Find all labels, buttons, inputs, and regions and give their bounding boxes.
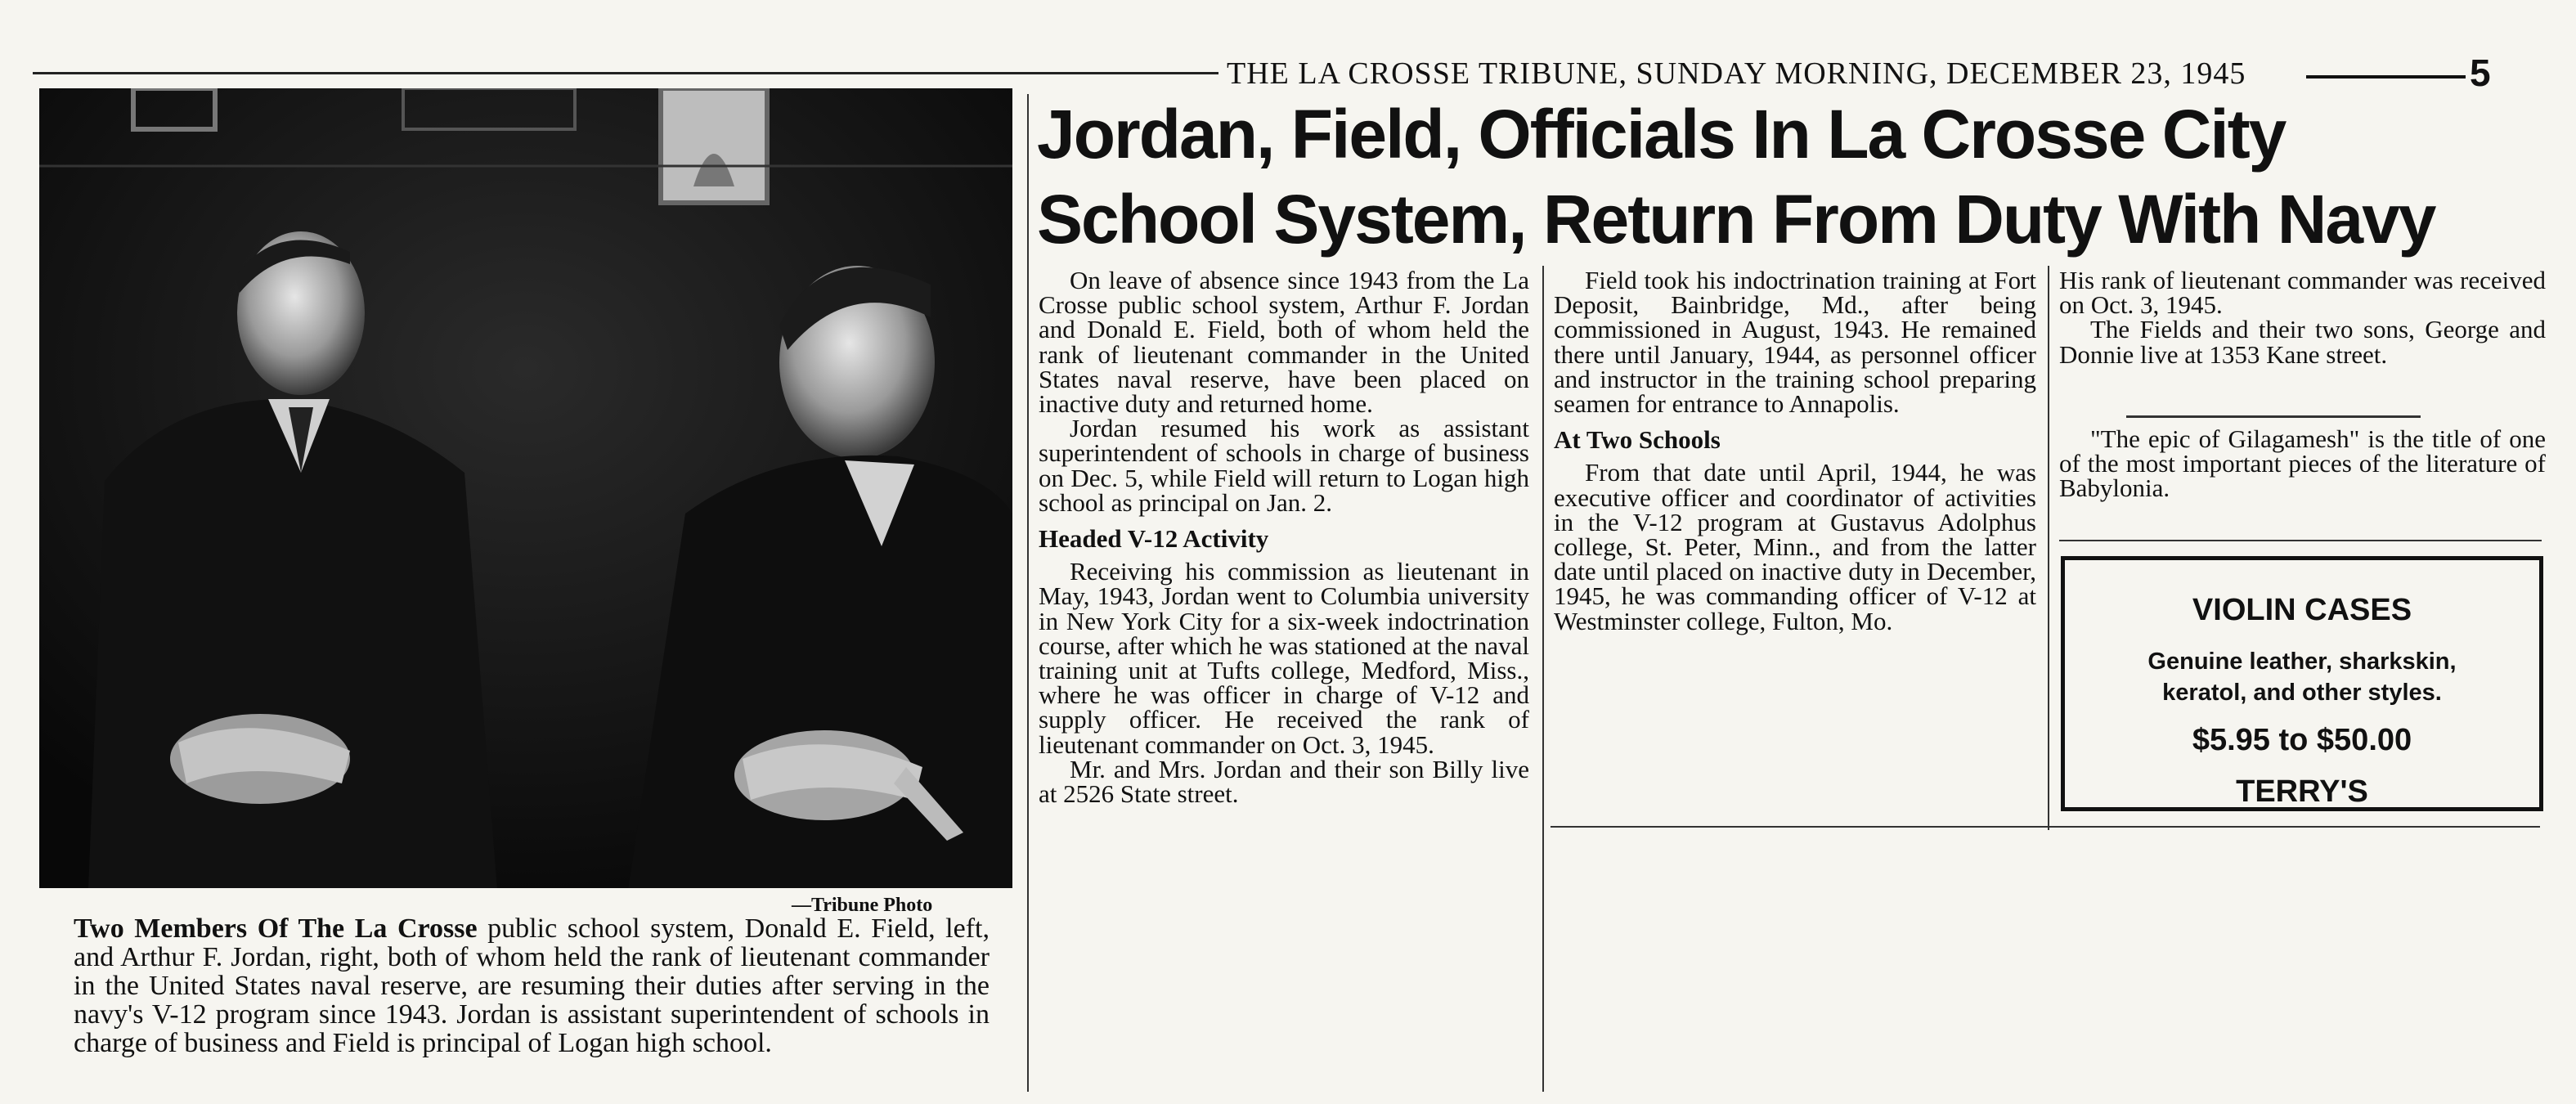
subhead: Headed V-12 Activity — [1039, 524, 1269, 554]
paragraph: Receiving his commission as lieutenant in May, 1943, Jordan went to Columbia university in New York City for a six-week indoctrination course, after which he was stationed at the naval training unit at Tufts college, Medford, Miss., where he was officer in charge of V-12 and supply officer. He received the rank of lieutenant commander on Oct. 3, 1945. — [1039, 557, 1529, 759]
ad-price: $5.95 to $50.00 — [2192, 723, 2412, 757]
column-rule — [2048, 266, 2049, 830]
divider-rule — [2126, 415, 2421, 418]
ad-line-2: keratol, and other styles. — [2162, 680, 2442, 706]
paragraph: Mr. and Mrs. Jordan and their son Billy live at 2526 State street. — [1039, 754, 1529, 809]
masthead-rule — [33, 72, 1218, 74]
photo-caption — [74, 914, 990, 1057]
paragraph: From that date until April, 1944, he was executive officer and coordinator of activities in the V-12 program at Gustavus Adolphus college, St. Peter, Minn., and from the latter date until placed on inactive duty in December, 1945, he was commanding officer of V-12 at Westminster college, Fulton, Mo. — [1554, 458, 2036, 635]
headline-line-2: School System, Return From Duty With Navy — [1037, 181, 2435, 258]
violin-cases-ad — [2061, 556, 2543, 811]
ad-line-1: Genuine leather, sharkskin, — [2147, 648, 2457, 675]
paragraph: Field took his indoctrination training at Fort Deposit, Bainbridge, Md., after being commissioned in August, 1943. He remained there until January, 1944, as personnel officer and instructor in the training school preparing seamen for entrance to Annapolis. — [1554, 266, 2036, 419]
subhead: At Two Schools — [1554, 425, 1721, 455]
ad-brand: TERRY'S — [2236, 774, 2368, 809]
paragraph: Jordan resumed his work as assistant superintendent of schools in charge of business on Dec. 5, while Field will return to Logan high school as principal on Jan. 2. — [1039, 414, 1529, 517]
column-rule — [1027, 94, 1029, 1092]
photo-credit: —Tribune Photo — [792, 895, 933, 916]
headline-line-1: Jordan, Field, Officials In La Crosse City — [1037, 96, 2286, 173]
page-number: 5 — [2470, 52, 2491, 94]
ad-rule — [2059, 540, 2542, 541]
masthead: THE LA CROSSE TRIBUNE, SUNDAY MORNING, DECEMBER 23, 1945 — [1227, 56, 2246, 91]
paragraph: The Fields and their two sons, George and Donnie live at 1353 Kane street. — [2059, 315, 2546, 369]
filler-item — [2059, 424, 2546, 503]
paragraph: His rank of lieutenant commander was received on Oct. 3, 1945. — [2059, 266, 2546, 320]
photo-image — [39, 88, 1012, 888]
article-column-2 — [1554, 268, 2036, 634]
masthead-rule-right — [2306, 75, 2466, 79]
article-column-1 — [1039, 266, 1529, 809]
caption-lead: Two Members Of The La Crosse — [74, 913, 478, 944]
column-rule — [1542, 266, 1544, 1092]
article-column-3 — [2059, 268, 2546, 367]
section-rule — [1551, 826, 2540, 828]
paragraph: On leave of absence since 1943 from the La Crosse public school system, Arthur F. Jordan and Donald E. Field, both of whom held the rank of lieutenant commander in the United States naval reserve, have been placed on inactive duty and returned home. — [1039, 266, 1529, 419]
filler-text: "The epic of Gilagamesh" is the title of one of the most important pieces of the literature of Babylonia. — [2059, 424, 2546, 503]
headline — [1037, 92, 2509, 262]
ad-title: VIOLIN CASES — [2192, 593, 2412, 627]
news-photo — [39, 88, 1012, 888]
caption-body: public school system, Donald E. Field, left, and Arthur F. Jordan, right, both of whom held the rank of lieutenant commander in the United States naval reserve, are resuming their duties after serving in the navy's V-12 program since 1943. Jordan is assistant superintendent of schools in charge of business and Field is principal of Logan high school. — [74, 913, 990, 1058]
